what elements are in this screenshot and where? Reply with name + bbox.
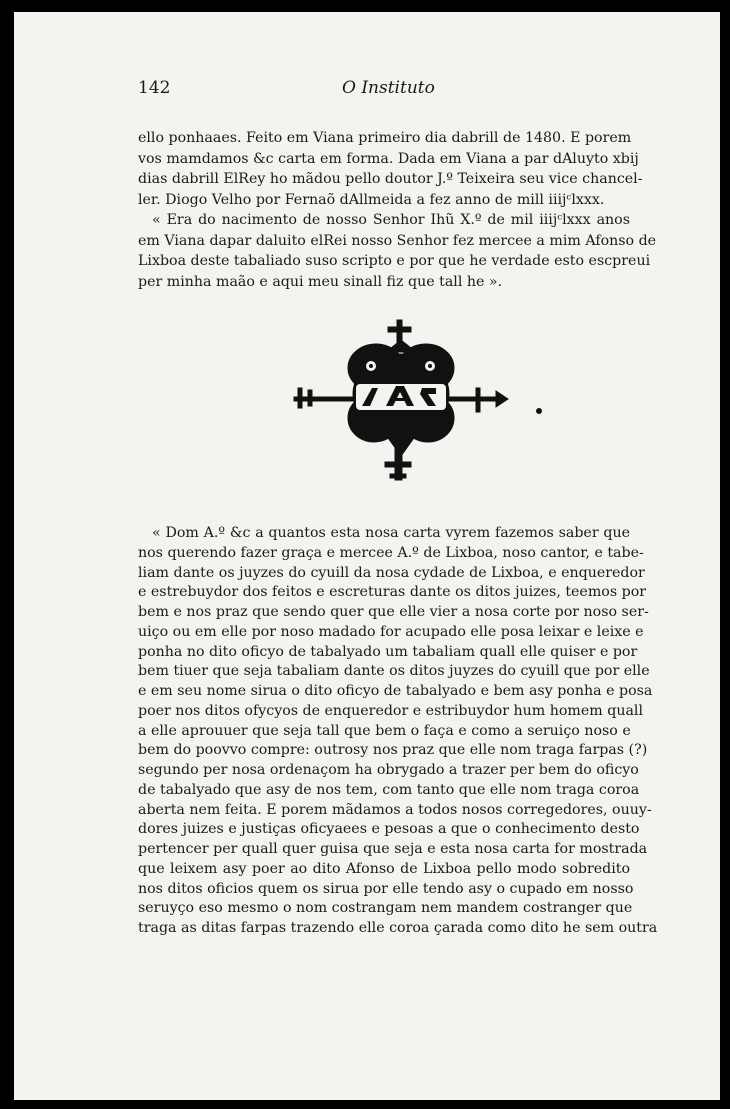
text-line: ler. Diogo Velho por Fernaõ dAllmeida a fez anno de mill iiijᶜlxxx. [138,191,605,208]
notary-sign-mark [286,318,516,486]
text-line: em Viana dapar daluito elRei nosso Senhor fez mercee a mim Afonso de [138,232,657,249]
text-line: e estrebuydor dos feitos e escreturas dante os ditos juizes, teemos por [138,584,647,601]
sign-top-bar [388,327,411,332]
sign-left-tick-2 [308,390,312,406]
text-line: bem tiuer que seja tabaliam dante os ditos juyzes do cyuill que por elle [138,663,650,680]
ink-speck [536,408,542,414]
page-header [138,78,638,108]
sign-right-arrow [496,391,508,407]
text-line: traga as ditas farpas trazendo elle coroa çarada como dito he sem outra [138,920,658,936]
text-line: bem do poovvo compre: outrosy nos praz que elle nom traga farpas (?) [138,742,648,759]
text-line: ello ponhaaes. Feito em Viana primeiro dia dabrill de 1480. E porem [138,130,632,146]
sign-right-arm [444,397,500,401]
scanned-page [14,12,720,1100]
upper-text [138,128,657,292]
text-line: dores juizes e justiças oficyaees e pesoas a que o conhecimento desto [138,821,640,838]
text-line: nos querendo fazer graça e mercee A.º de Lixboa, noso cantor, e tabe- [138,544,644,561]
text-line: poer nos ditos ofycyos de enqueredor e estribuydor hum homem quall [138,702,644,719]
text-line: pertencer per quall quer guisa que seja e esta nosa carta for mostrada [138,841,648,857]
text-line: uiço ou em elle por noso madado for acupado elle posa leixar e leixe e [138,623,644,640]
sign-eye-left-dot [369,364,373,368]
text-line: aberta nem feita. E porem mãdamos a todos nosos corregedores, ouuy- [138,801,652,818]
text-line: que leixem asy poer ao dito Afonso de Lixboa pello modo sobredito [138,860,630,877]
text-line: e em seu nome sirua o dito oficyo de tabalyado e bem asy ponha e posa [138,683,653,699]
sign-left-tick-1 [298,388,302,408]
text-line: de tabalyado que asy de nos tem, com tanto que elle nom traga coroa [138,781,640,798]
sign-bottom-bar [385,462,411,467]
sign-bottom-foot [390,474,406,478]
page-number: 142 [138,78,171,98]
lower-text [138,524,658,939]
sign-bottom-point [381,428,421,456]
sign-eye-right-dot [428,364,432,368]
text-line: « Era do nacimento de nosso Senhor Ihũ X.º de mil iiijᶜlxxx anos [152,212,630,228]
text-line: vos mamdamos &c carta em forma. Dada em Viana a par dAluyto xbij [138,150,639,167]
text-line: seruyço eso mesmo o nom costrangam nem mandem costranger que [138,900,633,917]
running-title: O Instituto [342,78,435,98]
text-line: segundo per nosa ordenaçom ha obrygado a trazer per bem do oficyo [138,762,639,778]
text-line: ponha no dito oficyo de tabalyado um tabaliam quall elle quiser e por [138,643,638,660]
text-line: Lixboa deste tabaliado suso scripto e por que he verdade esto escpreui [138,253,651,269]
text-line: bem e nos praz que sendo quer que elle vier a nosa corte por noso ser- [138,604,649,620]
text-line: nos ditos oficios quem os sirua por elle tendo asy o cupado em nosso [138,880,634,897]
text-line: dias dabrill ElRey ho mãdou pello doutor J.º Teixeira seu vice chancel- [138,171,643,187]
text-line: per minha maão e aqui meu sinall fiz que tall he ». [138,273,503,290]
sign-right-tick [476,388,480,412]
sign-top-point [386,340,416,352]
sign-letter-stroke-3 [392,398,408,401]
sign-left-arm [294,397,358,401]
text-line: liam dante os juyzes do cyuill da nosa cydade de Lixboa, e enqueredor [138,564,645,581]
text-line: « Dom A.º &c a quantos esta nosa carta vyrem fazemos saber que [152,525,630,541]
text-line: a elle aprouuer que seja tall que bem o faça e como a seruiço noso e [138,722,631,739]
